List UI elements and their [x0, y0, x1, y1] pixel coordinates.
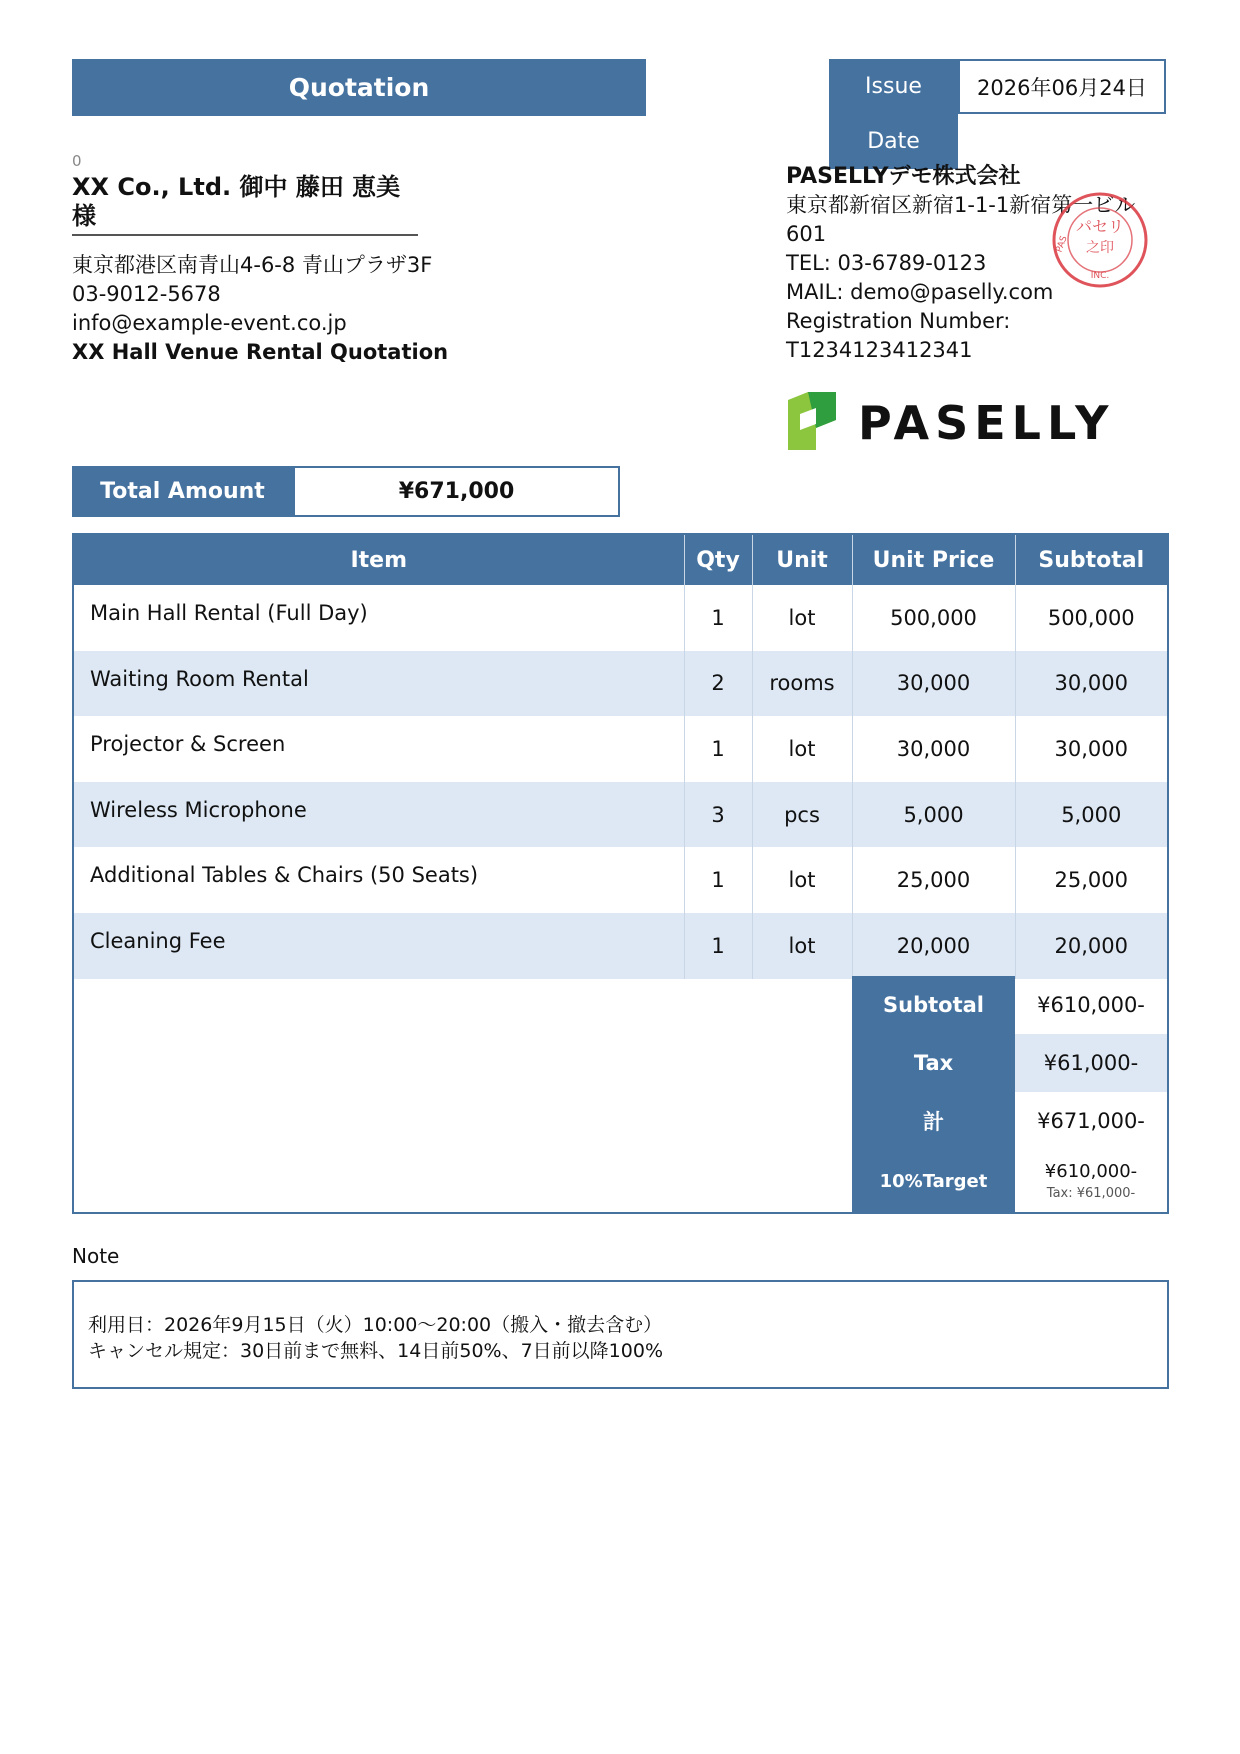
summary-subtotal-value: ¥610,000-: [1037, 993, 1145, 1017]
recipient-email: info@example-event.co.jp: [72, 311, 347, 335]
svg-text:パセリ: パセリ: [1075, 217, 1125, 236]
summary-tax-row: [852, 1034, 1167, 1092]
recipient-number: 0: [72, 152, 82, 170]
sender-address-line1: 東京都新宿区新宿1-1-1新宿第一ビル: [786, 193, 1136, 217]
row-item: Waiting Room Rental: [74, 651, 684, 717]
sender-mail: MAIL: demo@paselly.com: [786, 280, 1054, 304]
table-row: [74, 585, 1167, 651]
table-row: [74, 782, 1167, 848]
table-row: [74, 847, 1167, 913]
recipient-underline: [72, 234, 418, 236]
table-row: [74, 651, 1167, 717]
row-unit-price: 30,000: [852, 651, 1015, 717]
svg-text:INC.: INC.: [1090, 271, 1110, 281]
row-unit: lot: [752, 716, 852, 782]
header-unit-price: Unit Price: [852, 535, 1015, 585]
sender-company: PASELLYデモ株式会社: [786, 164, 1021, 189]
summary-total-value: ¥671,000-: [1037, 1109, 1145, 1133]
row-subtotal: 500,000: [1015, 585, 1167, 651]
row-item: Additional Tables & Chairs (50 Seats): [90, 863, 479, 888]
row-unit-price: 30,000: [852, 716, 1015, 782]
svg-text:PAS: PAS: [1054, 234, 1070, 254]
row-unit-price: 25,000: [852, 847, 1015, 913]
document-title: Quotation: [72, 59, 646, 116]
note-box: [72, 1280, 1169, 1389]
items-table: [72, 533, 1169, 1214]
row-subtotal: 30,000: [1015, 651, 1167, 717]
table-header-row: [74, 535, 1167, 585]
sender-registration-label: Registration Number:: [786, 309, 1011, 333]
row-unit: lot: [752, 585, 852, 651]
summary-total-label: 計: [852, 1092, 1015, 1150]
issue-date-value: 2026年06月24日: [958, 59, 1166, 114]
note-line: キャンセル規定：30日前まで無料、14日前50%、7日前以降100%: [88, 1340, 663, 1362]
row-unit: rooms: [752, 651, 852, 717]
summary-target-tax: Tax: ¥61,000-: [1046, 1186, 1136, 1201]
row-subtotal: 20,000: [1015, 913, 1167, 979]
row-subtotal: 25,000: [1015, 847, 1167, 913]
total-amount-label: Total Amount: [72, 466, 293, 517]
recipient-name: XX Co., Ltd. 御中 藤田 恵美 様: [72, 173, 401, 230]
summary-target-label: 10%Target: [852, 1150, 1015, 1212]
row-subtotal: 5,000: [1015, 782, 1167, 848]
row-item: Projector & Screen: [90, 732, 286, 757]
header-unit: Unit: [752, 535, 852, 585]
issue-date-label: [829, 59, 958, 169]
sender-registration-number: T1234123412341: [786, 338, 973, 362]
row-qty: 1: [684, 847, 752, 913]
summary-target-row: [852, 1150, 1167, 1212]
row-unit: pcs: [752, 782, 852, 848]
header-qty: Qty: [684, 535, 752, 585]
paselly-logo: [786, 390, 1116, 452]
recipient-info: [72, 251, 448, 367]
header-item: Item: [74, 535, 684, 585]
note-label: Note: [72, 1244, 120, 1268]
sender-address-line2: 601: [786, 222, 827, 246]
company-seal-stamp: [1050, 190, 1150, 290]
summary-tax-label: Tax: [852, 1034, 1015, 1092]
row-item: Wireless Microphone: [74, 782, 684, 848]
summary-target-cell: [1015, 1150, 1167, 1212]
total-amount-value: ¥671,000: [293, 466, 620, 517]
sender-tel: TEL: 03-6789-0123: [786, 251, 987, 275]
row-qty: 2: [684, 651, 752, 717]
note-line: 利用日：2026年9月15日（火）10:00〜20:00（搬入・撤去含む）: [88, 1314, 663, 1336]
table-row: [74, 913, 1167, 979]
summary-tax-value: ¥61,000-: [1015, 1034, 1167, 1092]
table-row: [74, 716, 1167, 782]
issue-label-line1: Issue: [865, 74, 922, 99]
summary-subtotal-label: Subtotal: [852, 976, 1015, 1034]
row-unit-price: 5,000: [852, 782, 1015, 848]
row-item: Cleaning Fee: [74, 913, 684, 979]
header-subtotal: Subtotal: [1015, 535, 1167, 585]
summary-total-row: [852, 1092, 1167, 1150]
row-unit-price: 20,000: [852, 913, 1015, 979]
row-qty: 1: [684, 716, 752, 782]
row-unit: lot: [752, 847, 852, 913]
row-subtotal: 30,000: [1015, 716, 1167, 782]
recipient-address: 東京都港区南青山4-6-8 青山プラザ3F: [72, 253, 433, 277]
summary-subtotal-row: [852, 976, 1167, 1034]
row-unit-price: 500,000: [852, 585, 1015, 651]
row-unit: lot: [752, 913, 852, 979]
summary-block: [852, 976, 1167, 1212]
issue-label-line2: Date: [867, 129, 920, 154]
row-qty: 1: [684, 585, 752, 651]
row-qty: 1: [684, 913, 752, 979]
svg-text:之印: 之印: [1086, 240, 1114, 256]
quotation-subject: XX Hall Venue Rental Quotation: [72, 340, 449, 364]
row-item: Main Hall Rental (Full Day): [90, 601, 368, 625]
recipient-phone: 03-9012-5678: [72, 282, 221, 306]
row-qty: 3: [684, 782, 752, 848]
summary-target-value: ¥610,000-: [1044, 1161, 1138, 1182]
svg-text:PASELLY: PASELLY: [858, 396, 1115, 450]
